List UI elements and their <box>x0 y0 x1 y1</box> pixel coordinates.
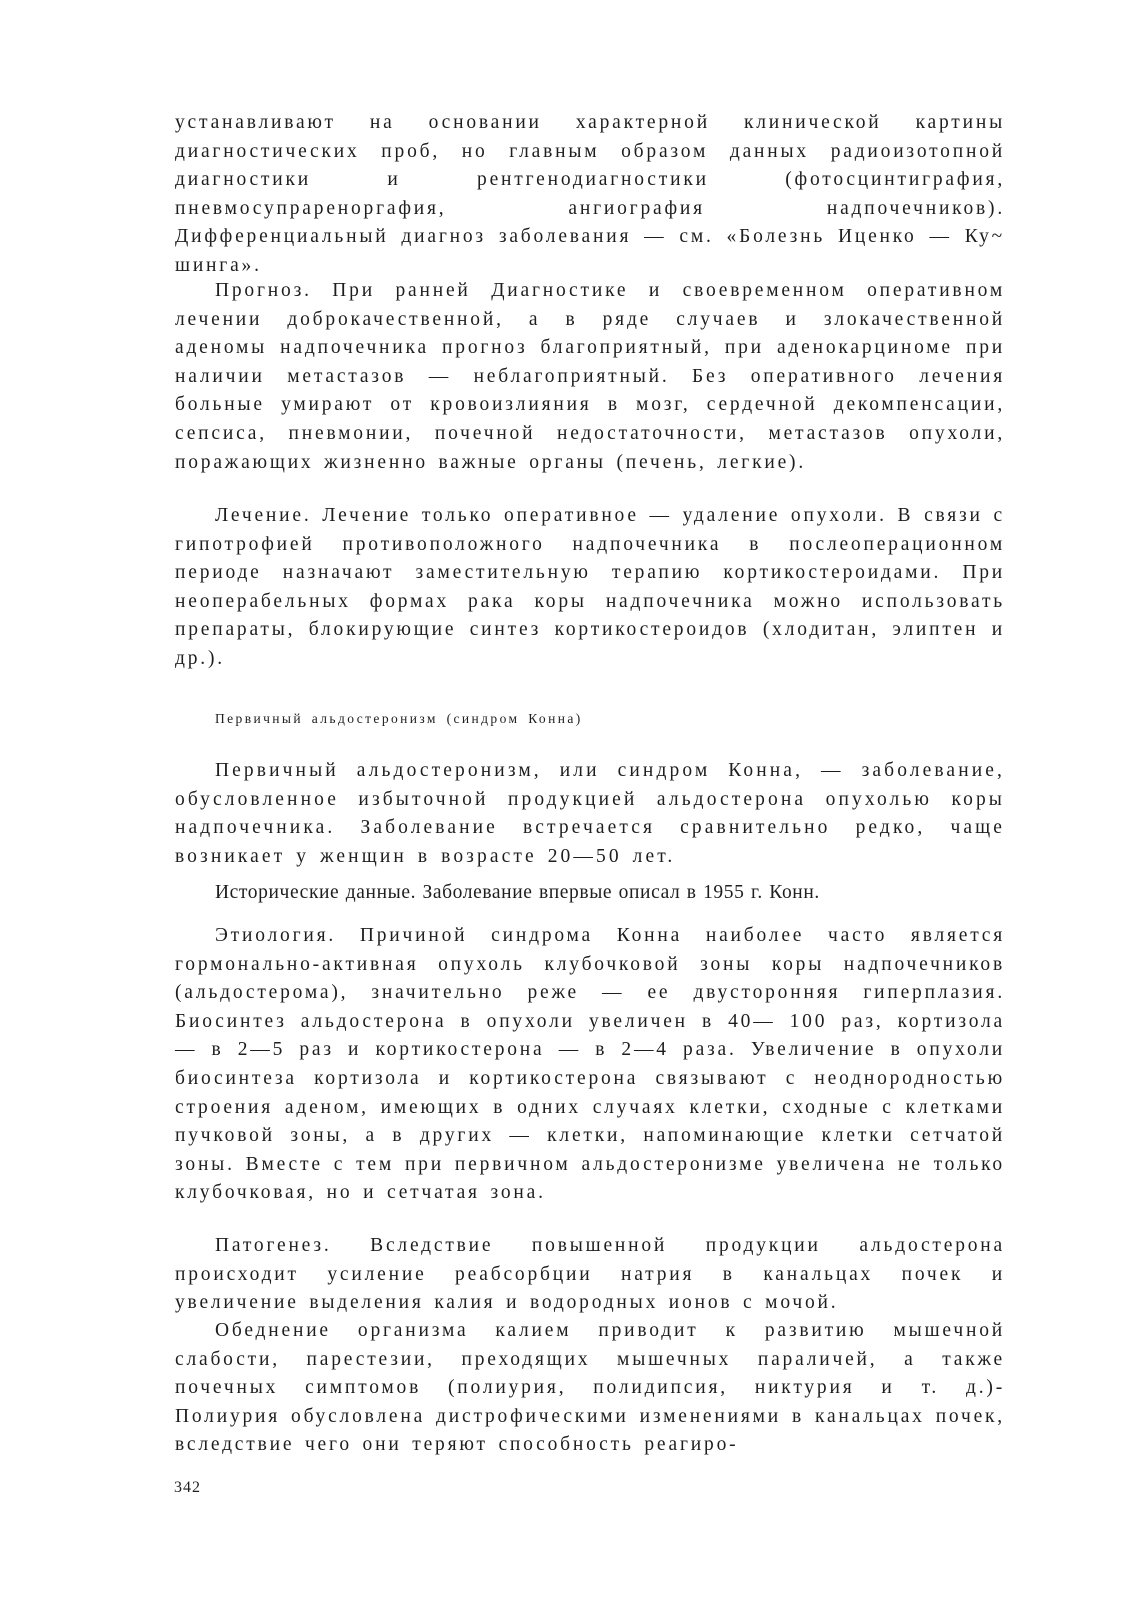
paragraph-text: Первичный альдостеронизм, или синдром Конна, — заболевание, обусловленное избыточной продукцией альдостерона опухолью коры надпочечника. Заболевание встречается сравнительно редко, чаще возникает у женщин в возрасте 20—50 лет. <box>175 760 1005 867</box>
paragraph-text: Обеднение организма калием приводит к развитию мышечной слабости, парестезии, преходящих мышечных параличей, а также почечных симптомов (полиурия, полидипсия, никтурия и т. д.)- Полиурия обусловлена дистрофическими изменениями в канальцах почек, вследствие чего они теряют способность реагиро- <box>175 1320 1005 1456</box>
paragraph-potassium-depletion <box>175 1317 1005 1460</box>
paragraph-text: Этиология. Причиной синдрома Конна наиболее часто является гормонально-активная опухоль клубочковой зоны коры надпочечников (альдостерома), значительно реже — ее двусторонняя гиперплазия. Биосинтез альдостерона в опухоли увеличен в 40— 100 раз, кортизола — в 2—5 раз и кортикостерона — в 2—4 раза. Увеличение в опухоли биосинтеза кортизола и кортикостерона связывают с неоднородностью строения аденом, имеющих в одних случаях клетки, сходные с клетками пучковой зоны, а в других — клетки, напоминающие клетки сетчатой зоны. Вместе с тем при первичном альдостеронизме увеличена не только клубочковая, но и сетчатая зона. <box>175 925 1005 1204</box>
paragraph-text: устанавливают на основании характерной клинической картины диагностических проб, но главным образом данных радиоизотопной диагностики и рентгенодиагностики (фотосцинтиграфия, пневмосупрареноргафия, ангиография надпочечников). Дифференциальный диагноз заболевания — см. «Болезнь Иценко — Ку~ шинга». <box>175 112 1005 276</box>
paragraph-text: Исторические данные. Заболевание впервые описал в 1955 г. Конн. <box>215 882 820 903</box>
paragraph-text: Прогноз. При ранней Диагностике и своевременном оперативном лечении доброкачественной, а в ряде случаев и злокачественной аденомы надпочечника прогноз благоприятный, при аденокарциноме при наличии метастазов — неблагоприятный. Без оперативного лечения больные умирают от кровоизлияния в мозг, сердечной декомпенсации, сепсиса, пневмонии, почечной недостаточности, метастазов опухоли, поражающих жизненно важные органы (печень, легкие). <box>175 280 1005 473</box>
paragraph-text: Патогенез. Вследствие повышенной продукции альдостерона происходит усиление реабсорбции натрия в канальцах почек и увеличение выделения калия и водородных ионов с мочой. <box>175 1235 1005 1314</box>
paragraph-text: Лечение. Лечение только оперативное — удаление опухоли. В связи с гипотрофией противоположного надпочечника в послеоперационном периоде назначают заместительную терапию кортикостероидами. При неоперабельных формах рака коры надпочечника можно использовать препараты, блокирующие синтез кортикостероидов (хлодитан, элиптен и др.). <box>175 505 1005 669</box>
paragraph-treatment <box>175 502 1005 674</box>
paragraph-pathogenesis <box>175 1232 1005 1318</box>
paragraph-history <box>175 879 1005 908</box>
paragraph-diagnosis-end <box>175 109 1005 281</box>
paragraph-prognosis <box>175 277 1005 477</box>
paragraph-etiology <box>175 922 1005 1208</box>
page-number: 342 <box>174 1479 201 1496</box>
paragraph-intro <box>175 757 1005 871</box>
section-heading: Первичный альдостеронизм (синдром Конна) <box>215 711 583 726</box>
